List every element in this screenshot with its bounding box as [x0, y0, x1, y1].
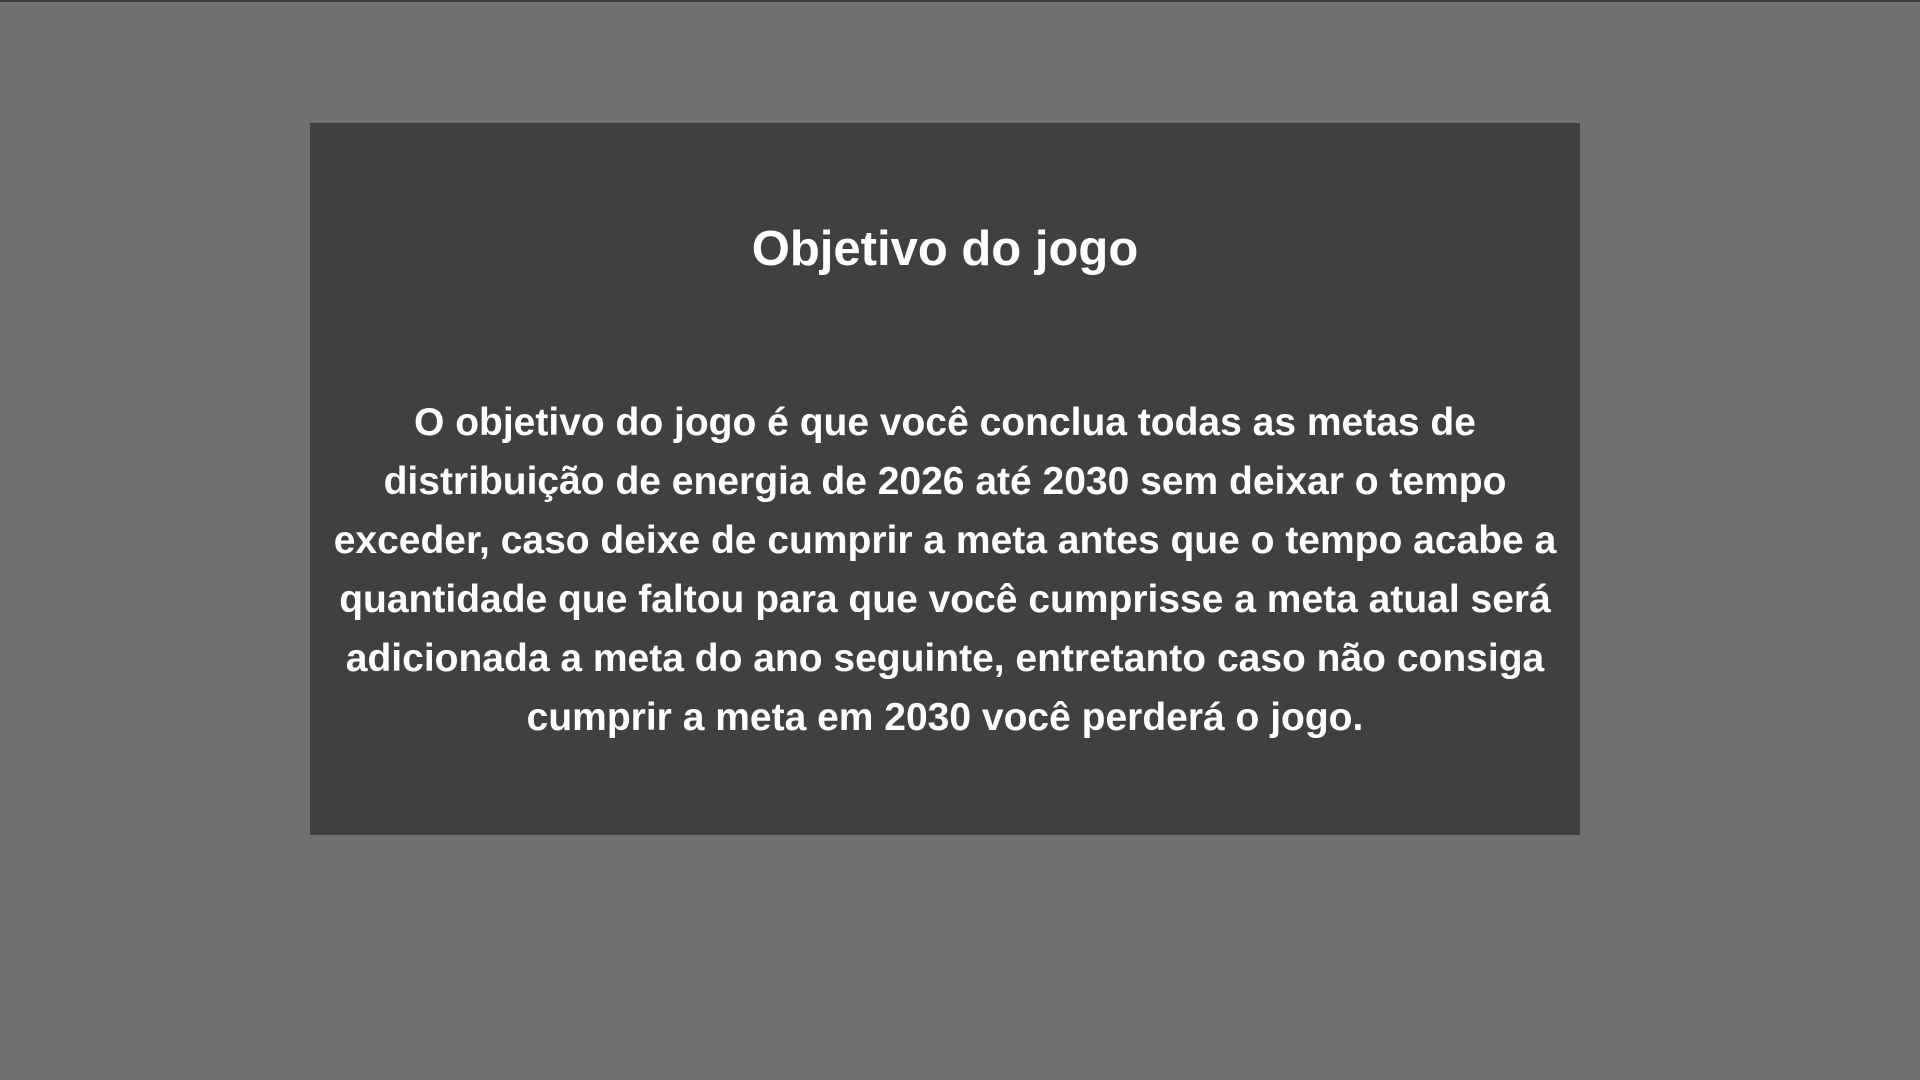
top-border	[0, 0, 1920, 2]
objective-description: O objetivo do jogo é que você conclua todas as metas de distribuição de energia de 2026 até 2030 sem deixar o tempo exceder, caso deixe de cumprir a meta antes que o tempo acabe a quantidade que faltou para que você cumprisse a meta atual será adicionada a meta do ano seguinte, entretanto caso não consiga cumprir a meta em 2030 você perderá o jogo.	[333, 401, 1557, 739]
panel-title: Objetivo do jogo	[751, 222, 1139, 276]
objective-panel	[310, 123, 1580, 835]
